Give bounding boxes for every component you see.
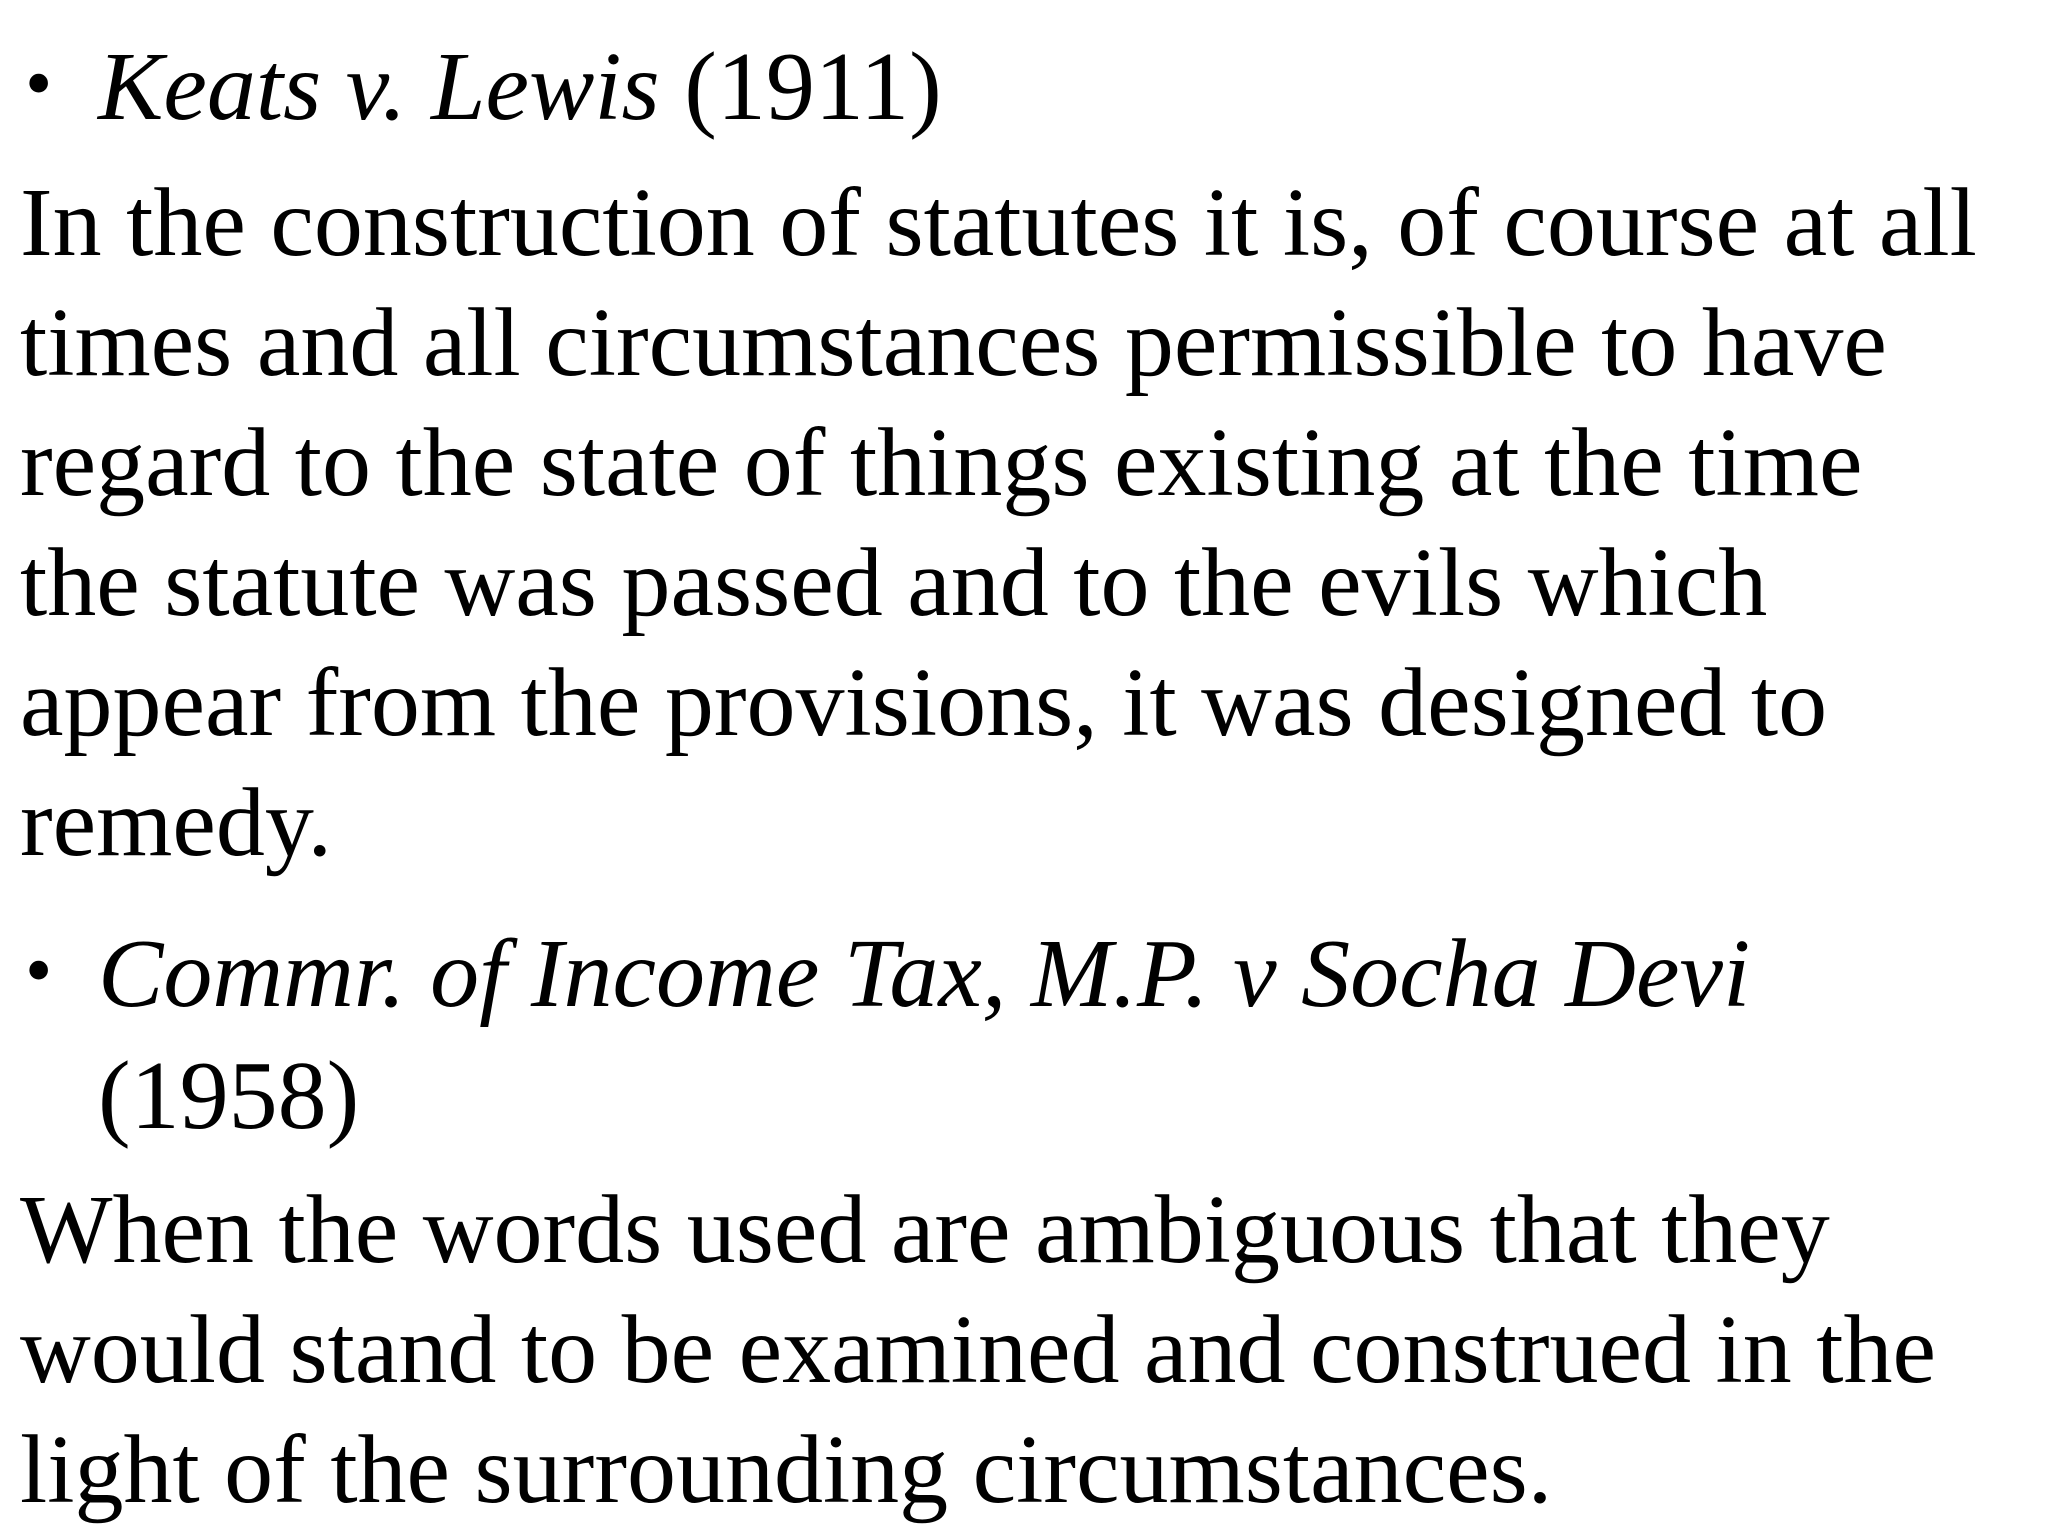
text-line: the statute was passed and to the evils which xyxy=(20,529,1768,637)
case-year: (1911) xyxy=(659,33,942,141)
case-citation xyxy=(98,33,942,141)
text-line: appear from the provisions, it was designed to xyxy=(20,649,1828,757)
text-line: would stand to be examined and construed in the xyxy=(20,1296,1936,1404)
case-name: Keats v. Lewis xyxy=(98,33,660,141)
text-line: When the words used are ambiguous that they xyxy=(20,1176,1830,1284)
case-year: (1958) xyxy=(98,1042,360,1150)
text-line: remedy. xyxy=(20,769,332,877)
bullet-marker: • xyxy=(25,926,53,1013)
text-line: regard to the state of things existing at the time xyxy=(20,409,1863,517)
case-summary-2 xyxy=(20,1170,2030,1530)
text-line: times and all circumstances permissible to have xyxy=(20,289,1887,397)
case-summary-1 xyxy=(20,163,2030,883)
bullet-marker: • xyxy=(25,39,53,126)
case-name: Commr. of Income Tax, M.P. v Socha Devi xyxy=(98,920,1751,1028)
text-line: In the construction of statutes it is, of course at all xyxy=(20,169,1977,277)
text-line: light of the surrounding circumstances. xyxy=(20,1416,1553,1524)
